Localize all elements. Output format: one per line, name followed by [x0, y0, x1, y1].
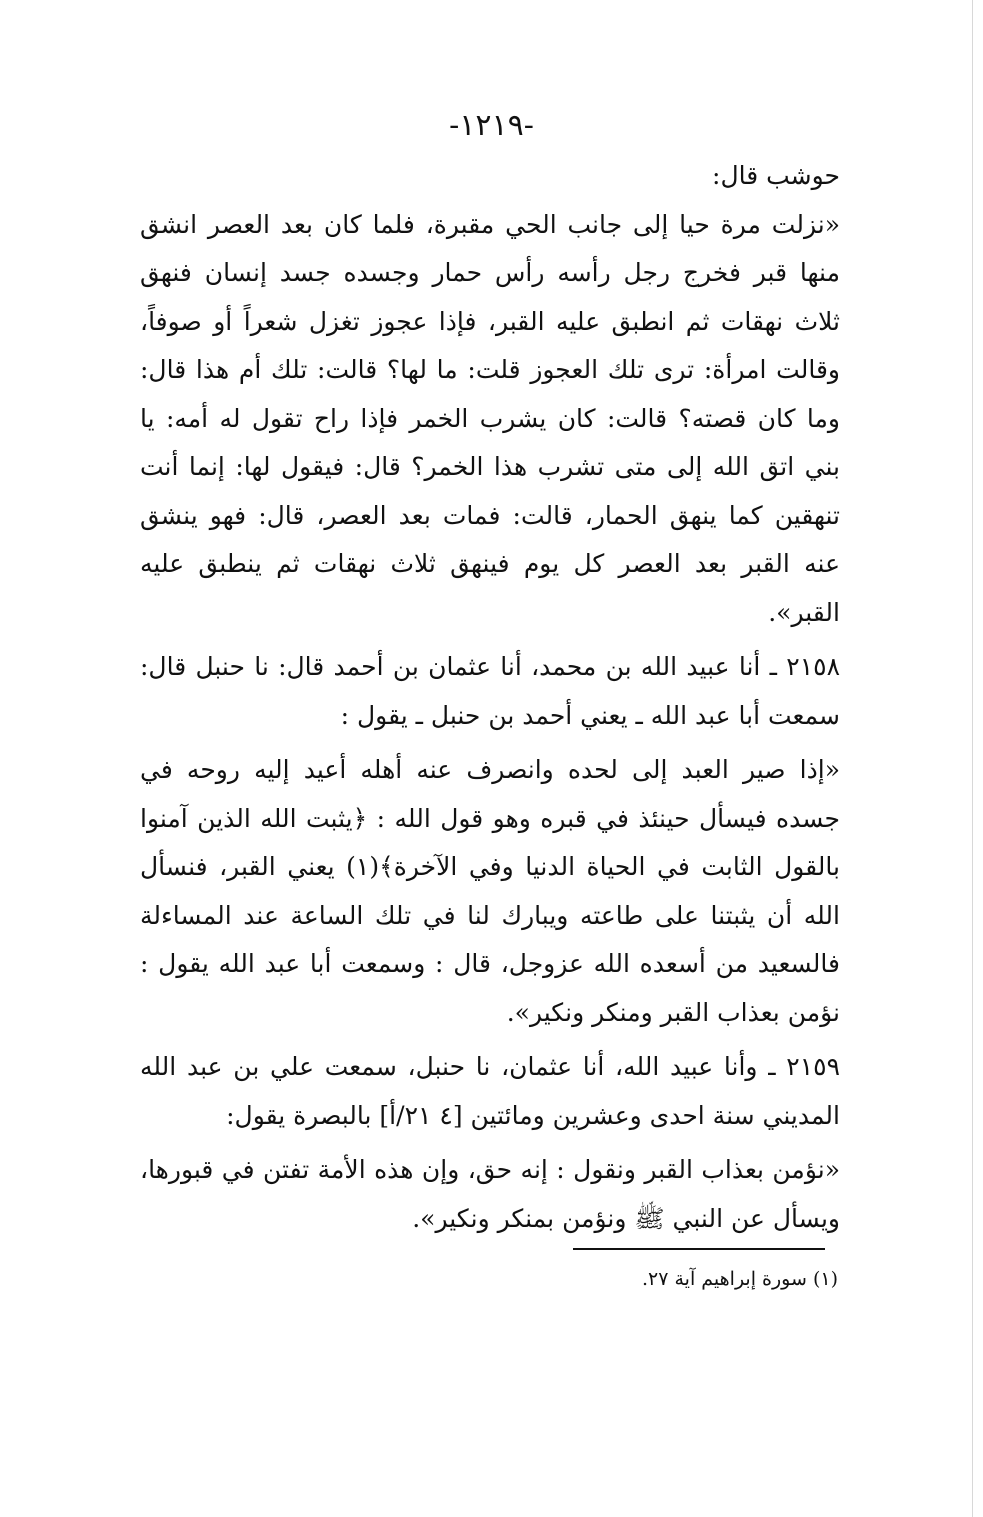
paragraph-quote-2159: «نؤمن بعذاب القبر ونقول : إنه حق، وإن هذه الأمة تفتن في قبورها، ويسأل عن النبي ﷺ ونؤمن بمنكر ونكير».: [140, 1155, 840, 1233]
paragraph-isnad-2158: ٢١٥٨ ـ أنا عبيد الله بن محمد، أنا عثمان بن أحمد قال: نا حنبل قال: سمعت أبا عبد الله ـ يعني أحمد بن حنبل ـ يقول :: [140, 652, 840, 730]
paragraph-isnad-2159: ٢١٥٩ ـ وأنا عبيد الله، أنا عثمان، نا حنبل، سمعت علي بن عبد الله المديني سنة احدى وعشرين ومائتين [٤ ٢١/أ] بالبصرة يقول:: [140, 1052, 840, 1130]
footnote-divider: [573, 1248, 825, 1250]
paragraph-intro: حوشب قال:: [712, 161, 840, 190]
footnote: (١) سورة إبراهيم آية ٢٧.: [641, 1268, 838, 1290]
body-text: [140, 152, 840, 1249]
page-edge-line: [972, 0, 973, 1517]
paragraph-quote-2158: «إذا صير العبد إلى لحده وانصرف عنه أهله أعيد إليه روحه في جسده فيسأل حينئذ في قبره وهو قول الله : ﴿يثبت الله الذين آمنوا بالقول الثابت في الحياة الدنيا وفي الآخرة﴾(١) يعني القبر، فنسأل الله أن يثبتنا على طاعته ويبارك لنا في تلك الساعة عند المساءلة فالسعيد من أسعده الله عزوجل، قال : وسمعت أبا عبد الله يقول : نؤمن بعذاب القبر ومنكر ونكير».: [140, 755, 840, 1027]
paragraph-narration: «نزلت مرة حيا إلى جانب الحي مقبرة، فلما كان بعد العصر انشق منها قبر فخرج رجل رأسه رأس حمار وجسده جسد إنسان فنهق ثلاث نهقات ثم انطبق عليه القبر، فإذا عجوز تغزل شعراً أو صوفاً، وقالت امرأة: ترى تلك العجوز قلت: ما لها؟ قالت: تلك أم هذا قال: وما كان قصته؟ قالت: كان يشرب الخمر فإذا راح تقول له أمه: يا بني اتق الله إلى متى تشرب هذا الخمر؟ قال: فيقول لها: إنما أنت تنهقين كما ينهق الحمار، قالت: فمات بعد العصر، قال: فهو ينشق عنه القبر بعد العصر كل يوم فينهق ثلاث نهقات ثم ينطبق عليه القبر».: [140, 209, 840, 627]
page-number: -١٢١٩-: [449, 108, 534, 143]
